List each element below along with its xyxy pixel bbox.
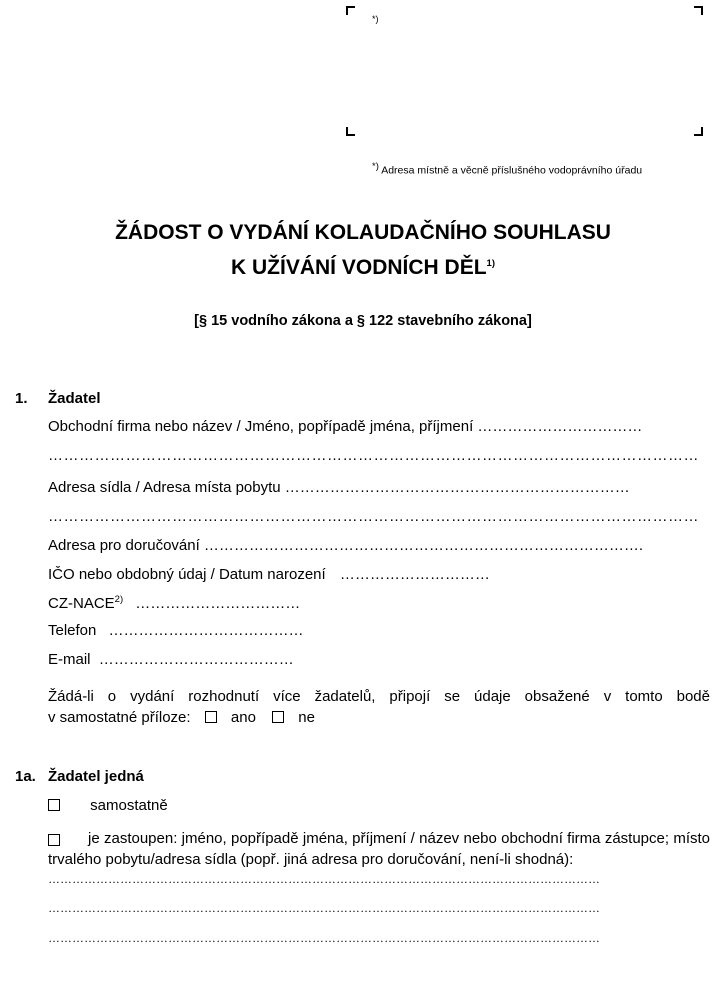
representative-line-1[interactable]: ………………………………………………………………………………………………………………………… [48,872,600,886]
section-1a-title: Žadatel jedná [48,768,144,785]
representative-line-2[interactable]: ………………………………………………………………………………………………………………………… [48,901,600,915]
email-row [48,651,710,668]
address-corner-bottom-left [346,127,355,136]
address-corner-bottom-right [694,127,703,136]
document-title-line2 [0,256,726,280]
nace-footnote-mark: 2) [114,594,124,605]
acts-alone-label: samostatně [90,797,168,814]
document-title-footnote-mark: 1) [486,258,495,269]
office-address-marker: *) [372,14,379,24]
office-note-mark: *) [372,161,379,172]
phone-row [48,622,710,639]
ico-row [48,566,710,583]
multiple-applicants-row [48,709,710,726]
acts-alone-row [48,797,710,814]
phone-field[interactable]: ………………………………… [108,622,304,639]
applicant-address-field[interactable]: Adresa sídla / Adresa místa pobytu …………………………………………………………… [48,479,630,496]
attachment-yes-checkbox[interactable] [205,711,217,723]
multiple-applicants-text-2: v samostatné příloze: [48,709,191,726]
applicant-name-continuation[interactable]: ……………………………………………………………………………………………………………… [48,447,699,464]
ico-label: IČO nebo obdobný údaj / Datum narození [48,566,326,583]
delivery-address-field[interactable]: Adresa pro doručování ……………………………………………………………………………. [48,537,644,554]
email-label: E-mail [48,651,91,668]
email-field[interactable]: ………………………………… [98,651,294,668]
phone-label: Telefon [48,622,97,639]
attachment-no-label: ne [298,709,315,726]
acts-alone-checkbox[interactable] [48,799,60,811]
ico-field[interactable]: ………………………… [339,566,490,583]
office-note-text: Adresa místně a věcně příslušného vodoprávního úřadu [381,164,643,177]
represented-label: je zastoupen: jméno, popřípadě jména, příjmení / název nebo obchodní firma zástupce; místo trvalého pobytu/adresa sídla (popř. jiná adresa pro doručování, není-li shodná): [48,830,710,868]
representative-line-3[interactable]: ………………………………………………………………………………………………………………………… [48,931,600,945]
section-1a-number: 1a. [15,768,36,785]
document-title-line1: ŽÁDOST O VYDÁNÍ KOLAUDAČNÍHO SOUHLASU [115,221,611,244]
section-1-number: 1. [15,390,28,407]
nace-field[interactable]: …………………………… [135,595,301,612]
address-corner-top-right [694,6,703,15]
document-title-line2-text: K UŽÍVÁNÍ VODNÍCH DĚL [231,256,487,279]
attachment-yes-label: ano [230,709,256,726]
nace-label: CZ-NACE [48,595,115,612]
legal-reference: [§ 15 vodního zákona a § 122 stavebního zákona] [194,313,532,329]
section-1-title: Žadatel [48,390,101,407]
multiple-applicants-text: Žádá-li o vydání rozhodnutí více žadatelů, připojí se údaje obsažené v tomto bodě [48,688,710,705]
applicant-name-field[interactable]: Obchodní firma nebo název / Jméno, popřípadě jména, příjmení …………………………… [48,418,643,435]
attachment-no-checkbox[interactable] [272,711,284,723]
applicant-address-continuation[interactable]: ……………………………………………………………………………………………………………… [48,508,699,525]
nace-row [48,594,710,612]
address-corner-top-left [346,6,355,15]
office-address-note [372,161,642,177]
